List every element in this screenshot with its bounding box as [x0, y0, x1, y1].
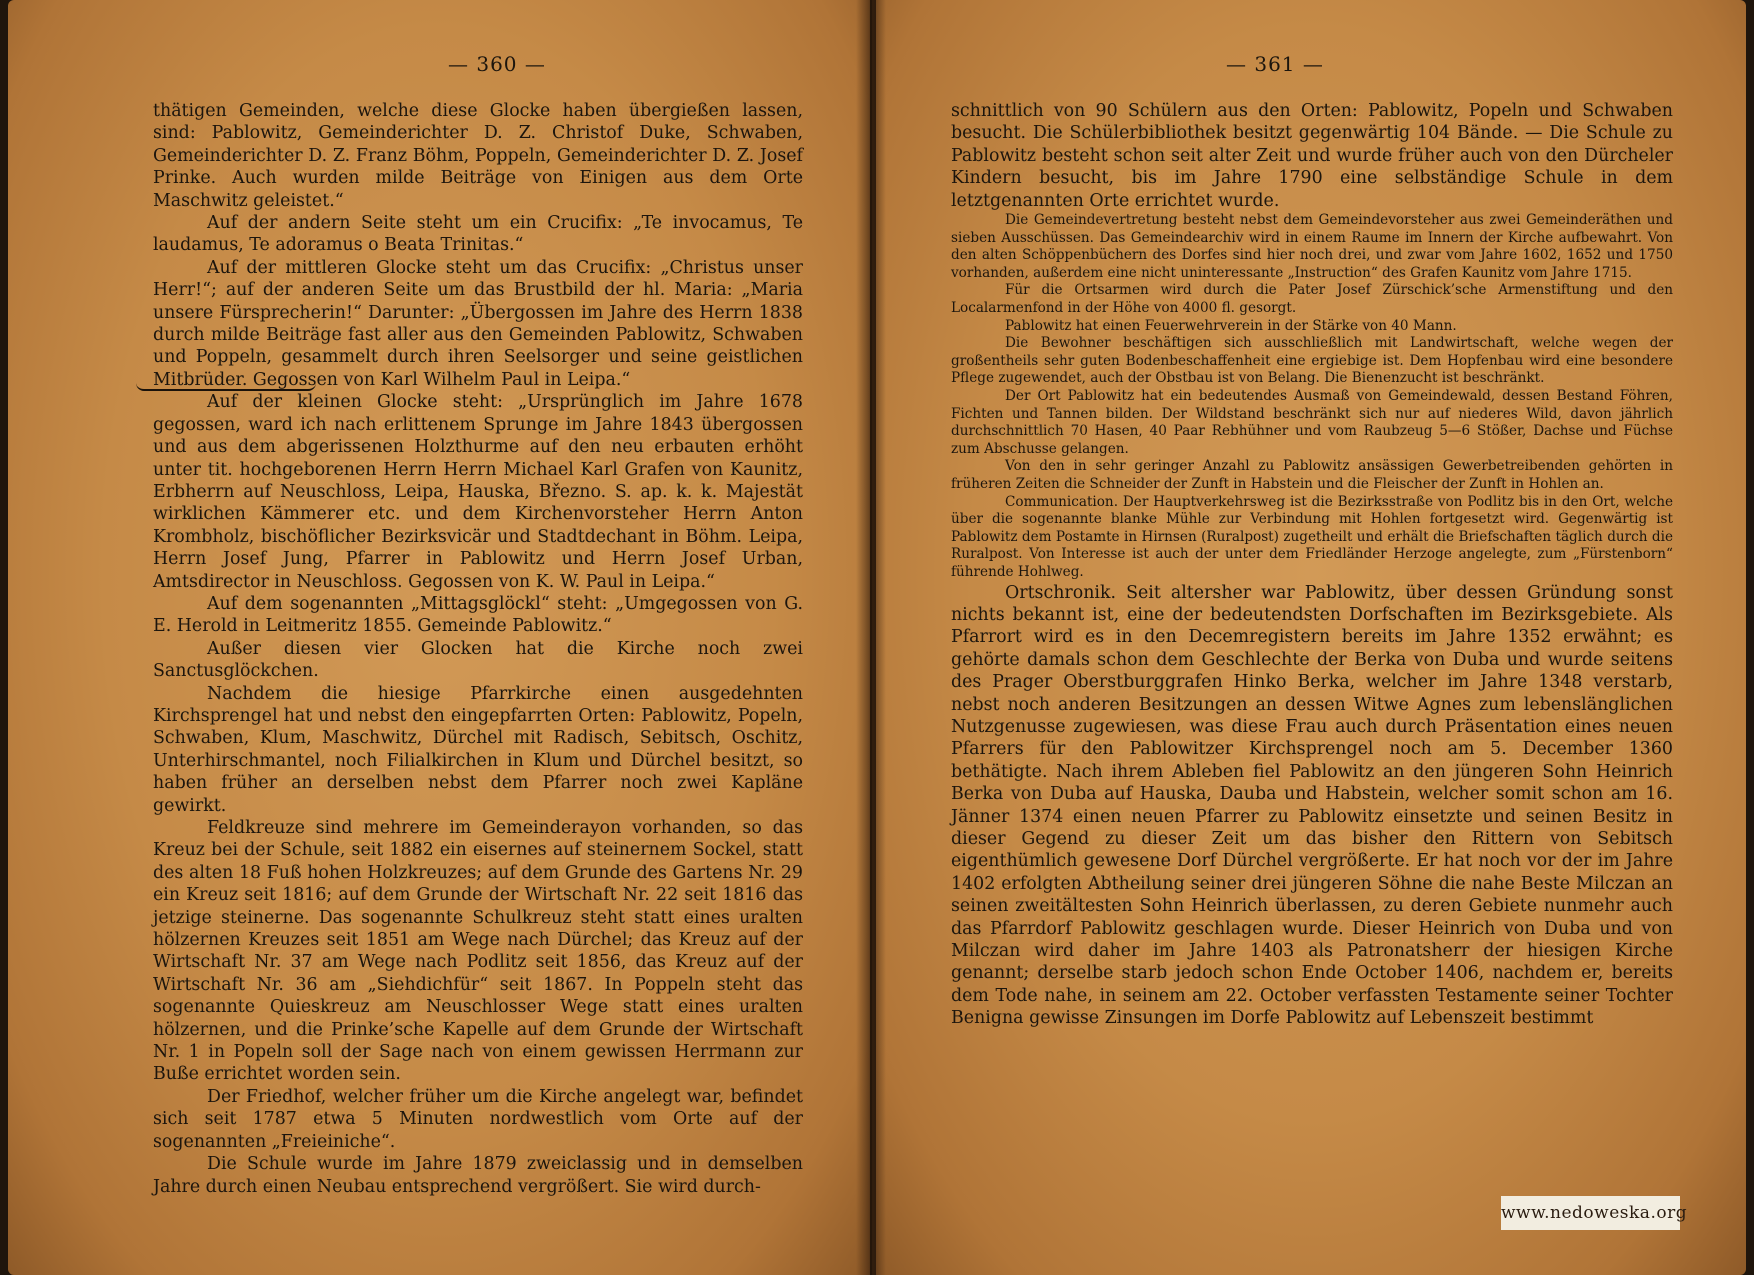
- paragraph: thätigen Gemeinden, welche diese Glocke haben übergießen lassen, sind: Pablowitz, Gemeinderichter D. Z. Christof Duke, Schwaben, Gemeinderichter D. Z. Franz Böhm, Poppeln, Gemeinderichter D. Z. Josef Prinke. Auch wurden milde Beiträge von Einigen aus dem Orte Maschwitz geleistet.“: [153, 101, 803, 211]
- right-page-number: — 361 —: [1226, 52, 1324, 76]
- small-print-section: [951, 212, 1673, 581]
- paragraph: Von den in sehr geringer Anzahl zu Pablowitz ansässigen Gewerbetreibenden gehörten in früheren Zeiten die Schneider der Zunft in Habstein und die Fleischer der Zunft in Hohlen an.: [951, 458, 1673, 492]
- paragraph: Auf der andern Seite steht um ein Crucifix: „Te invocamus, Te laudamus, Te adoramus o Beata Trinitas.“: [153, 213, 803, 256]
- paragraph: Der Friedhof, welcher früher um die Kirche angelegt war, befindet sich seit 1787 etwa 5 Minuten nordwestlich vom Orte auf der sogenannten „Freieiniche“.: [153, 1086, 803, 1152]
- book-gutter: [856, 0, 886, 1275]
- paragraph: Die Bewohner beschäftigen sich ausschließlich mit Landwirtschaft, welche wegen der großentheils sehr guten Bodenbeschaffenheit eine ergiebige ist. Dem Hopfenbau wird eine besondere Pflege zugewendet, auch der Obstbau ist von Belang. Die Bienenzucht ist beschränkt.: [951, 335, 1673, 387]
- paragraph: Ortschronik. Seit altersher war Pablowitz, über dessen Gründung sonst nichts bekannt ist, eine der bedeutendsten Dorfschaften im Bezirksgebiete. Als Pfarrort wird es in den Decemregistern bereits im Jahre 1352 erwähnt; es gehörte damals schon dem Geschlechte der Berka von Duba und wurde seitens des Prager Oberstburggrafen Hinko Berka, welcher im Jahre 1348 verstarb, nebst noch anderen Besitzungen an dessen Witwe Agnes zum lebenslänglichen Nutzgenusse zugewiesen, was diese Frau auch durch Präsentation eines neuen Pfarrers für den Pablowitzer Kirchsprengel noch am 5. December 1360 bethätigte. Nach ihrem Ableben fiel Pablowitz an den jüngeren Sohn Heinrich Berka von Duba auf Hauska, Dauba und Habstein, welcher somit schon am 16. Jänner 1374 einen neuen Pfarrer zu Pablowitz einsetzte und seinen Besitz in dieser Gegend zu dieser Zeit um das bisher den Rittern von Sebitsch eigenthümlich gewesene Dorf Dürchel vergrößerte. Er hat noch vor der im Jahre 1402 erfolgten Abtheilung seiner drei jüngeren Söhne die nahe Beste Milczan an seinen zweitältesten Sohn Heinrich überlassen, zu deren Gebiete nunmehr auch das Pfarrdorf Pablowitz geschlagen wurde. Dieser Heinrich von Duba und von Milczan wird daher im Jahre 1403 als Patronatsherr der hiesigen Kirche genannt; derselbe starb jedoch schon Ende October 1406, nachdem er, bereits dem Tode nahe, in seinem am 22. October verfassten Testamente seiner Tochter Benigna gewisse Zinsungen im Dorfe Pablowitz auf Lebenszeit bestimmt: [951, 582, 1673, 1029]
- watermark-label: www.nedoweska.org: [1501, 1196, 1680, 1230]
- right-page-text: [951, 100, 1673, 1030]
- left-page-text: [153, 100, 803, 1198]
- paragraph: Auf der kleinen Glocke steht: „Ursprünglich im Jahre 1678 gegossen, ward ich nach erlittenem Sprunge im Jahre 1843 übergossen und aus dem abgerissenen Holzthurme auf den neu erbauten erhöht unter tit. hochgeborenen Herrn Herrn Michael Karl Grafen von Kaunitz, Erbherrn auf Neuschloss, Leipa, Hauska, Březno. S. ap. k. k. Majestät wirklichen Kämmerer etc. und dem Kirchenvorsteher Herrn Anton Krombholz, bischöflicher Bezirksvicär und Stadtdechant in Böhm. Leipa, Herrn Josef Jung, Pfarrer in Pablowitz und Herrn Josef Urban, Amtsdirector in Neuschloss. Gegossen von K. W. Paul in Leipa.“: [153, 392, 803, 592]
- paragraph: schnittlich von 90 Schülern aus den Orten: Pablowitz, Popeln und Schwaben besucht. Die Schülerbibliothek besitzt gegenwärtig 104 Bände. — Die Schule zu Pablowitz besteht schon seit alter Zeit und wurde früher auch von den Dürcheler Kindern besucht, bis im Jahre 1790 eine selbständige Schule in dem letztgenannten Orte errichtet wurde.: [951, 101, 1673, 211]
- paragraph: Feldkreuze sind mehrere im Gemeinderayon vorhanden, so das Kreuz bei der Schule, seit 1882 ein eisernes auf steinernem Sockel, statt des alten 18 Fuß hohen Holzkreuzes; auf dem Grunde des Gartens Nr. 29 ein Kreuz seit 1816; auf dem Grunde der Wirtschaft Nr. 22 seit 1816 das jetzige steinerne. Das sogenannte Schulkreuz steht statt eines uralten hölzernen Kreuzes seit 1851 am Wege nach Dürchel; das Kreuz auf der Wirtschaft Nr. 37 am Wege nach Podlitz seit 1856, das Kreuz auf der Wirtschaft Nr. 36 am „Siehdichfür“ seit 1867. In Poppeln steht das sogenannte Quieskreuz am Neuschlosser Wege statt eines uralten hölzernen, und die Prinke’sche Kapelle auf dem Grunde der Wirtschaft Nr. 1 in Popeln soll der Sage nach von einem gewissen Herrmann zur Buße errichtet worden sein.: [153, 818, 803, 1085]
- left-page-number: — 360 —: [448, 52, 546, 76]
- paragraph: Die Gemeindevertretung besteht nebst dem Gemeindevorsteher aus zwei Gemeinderäthen und sieben Ausschüssen. Das Gemeindearchiv wird in einem Raume im Innern der Kirche aufbewahrt. Von den alten Schöppenbüchern des Dorfes sind hier noch drei, und zwar vom Jahre 1602, 1652 und 1750 vorhanden, außerdem eine nicht uninteressante „Instruction“ des Grafen Kaunitz vom Jahre 1715.: [951, 212, 1673, 281]
- right-page: [876, 0, 1746, 1275]
- paragraph: Auf der mittleren Glocke steht um das Crucifix: „Christus unser Herr!“; auf der anderen Seite um das Brustbild der hl. Maria: „Maria unsere Fürsprecherin!“ Darunter: „Übergossen im Jahre des Herrn 1838 durch milde Beiträge fast aller aus den Gemeinden Pablowitz, Schwaben und Poppeln, gesammelt durch ihren Seelsorger und seine geistlichen Mitbrüder. Gegossen von Karl Wilhelm Paul in Leipa.“: [153, 257, 803, 390]
- paragraph: Auf dem sogenannten „Mittagsglöckl“ steht: „Umgegossen von G. E. Herold in Leitmeritz 1855. Gemeinde Pablowitz.“: [153, 593, 803, 637]
- left-page: [8, 0, 870, 1275]
- paragraph: Die Schule wurde im Jahre 1879 zweiclassig und in demselben Jahre durch einen Neubau entsprechend vergrößert. Sie wird durch-: [153, 1154, 803, 1197]
- handwritten-underline: [136, 383, 316, 391]
- paragraph: Für die Ortsarmen wird durch die Pater Josef Zürschick’sche Armenstiftung und den Localarmenfond in der Höhe von 4000 fl. gesorgt.: [951, 282, 1673, 316]
- paragraph: Nachdem die hiesige Pfarrkirche einen ausgedehnten Kirchsprengel hat und nebst den eingepfarrten Orten: Pablowitz, Popeln, Schwaben, Klum, Maschwitz, Dürchel mit Radisch, Sebitsch, Oschitz, Unterhirschmantel, noch Filialkirchen in Klum und Dürchel besitzt, so haben früher an derselben nebst dem Pfarrer noch zwei Kapläne gewirkt.: [153, 683, 803, 816]
- paragraph: Außer diesen vier Glocken hat die Kirche noch zwei Sanctusglöckchen.: [153, 638, 803, 682]
- paragraph: Pablowitz hat einen Feuerwehrverein in der Stärke von 40 Mann.: [1005, 317, 1457, 334]
- paragraph: Der Ort Pablowitz hat ein bedeutendes Ausmaß von Gemeindewald, dessen Bestand Föhren, Fichten und Tannen bilden. Der Wildstand beschränkt sich nur auf niederes Wild, davon jährlich durchschnittlich 70 Hasen, 40 Paar Rebhühner und vom Raubzeug 5—6 Stößer, Dachse und Füchse zum Abschusse gelangen.: [951, 387, 1673, 457]
- paragraph: Communication. Der Hauptverkehrsweg ist die Bezirksstraße von Podlitz bis in den Ort, welche über die sogenannte blanke Mühle zur Verbindung mit Hohlen fortgesetzt wird. Gegenwärtig ist Pablowitz dem Postamte in Hirnsen (Ruralpost) zugetheilt und erhält die Briefschaften täglich durch die Ruralpost. Von Interesse ist auch der unter dem Friedländer Herzoge angelegte, zum „Fürstenborn“ führende Hohlweg.: [951, 493, 1673, 580]
